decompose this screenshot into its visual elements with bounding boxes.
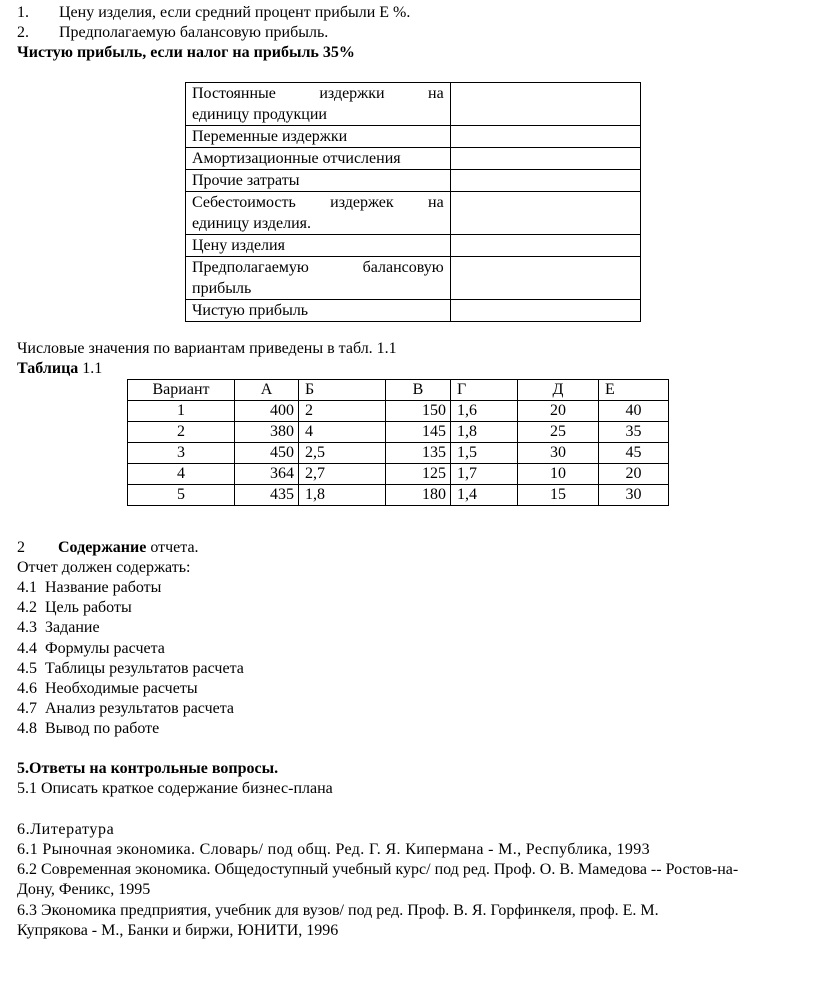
- cost-row-label-word: Предполагаемую: [192, 259, 309, 276]
- variants-cell: 20: [599, 464, 669, 485]
- report-section-rest: отчета.: [146, 539, 199, 556]
- variants-header-cell: В: [386, 380, 451, 401]
- variants-row: [128, 401, 669, 422]
- cost-row-label-word: на: [428, 85, 444, 102]
- literature-item-3-line-2: Купрякова - М., Банки и биржи, ЮНИТИ, 1996: [17, 922, 339, 939]
- cost-row-label-line-2: прибыль: [192, 280, 252, 297]
- variants-row: [128, 422, 669, 443]
- table-title: [17, 359, 102, 379]
- variants-cell: 145: [386, 422, 451, 443]
- variants-cell: 1,7: [451, 464, 518, 485]
- variants-cell: 30: [518, 443, 599, 464]
- variants-cell: 45: [599, 443, 669, 464]
- report-item: 4.4 Формулы расчета: [17, 639, 165, 657]
- variants-cell: 180: [386, 485, 451, 506]
- report-item: 4.7 Анализ результатов расчета: [17, 700, 235, 718]
- cost-table-row: [186, 300, 641, 322]
- variants-cell: 435: [235, 485, 299, 506]
- variants-cell: 4: [128, 464, 235, 485]
- report-item: 4.2 Цель работы: [17, 599, 132, 617]
- variants-header-cell: Д: [518, 380, 599, 401]
- cost-row-label-word: издержки: [319, 85, 385, 102]
- cost-row-label-line-2: единицу изделия.: [192, 215, 312, 232]
- cost-table: [185, 82, 641, 322]
- literature-item-2-line-2: Дону, Феникс, 1995: [17, 881, 151, 898]
- cost-row-label-line-2: единицу продукции: [192, 106, 327, 123]
- literature-item-2-line-1: 6.2 Современная экономика. Общедоступный учебный курс/ под ред. Проф. О. В. Мамедова -- Ростов-на-: [17, 861, 739, 878]
- intro-item-2-text: Предполагаемую балансовую прибыль.: [59, 24, 329, 41]
- variants-cell: 135: [386, 443, 451, 464]
- cost-row-value: [450, 126, 640, 148]
- variants-cell: 380: [235, 422, 299, 443]
- cost-row-label-word: балансовую: [362, 259, 444, 276]
- variants-cell: 1,4: [451, 485, 518, 506]
- variants-cell: 1,5: [451, 443, 518, 464]
- questions-item: 5.1 Описать краткое содержание бизнес-плана: [17, 780, 333, 797]
- variants-cell: 4: [299, 422, 386, 443]
- cost-row-value: [450, 170, 640, 192]
- variants-cell: 35: [599, 422, 669, 443]
- report-item: 4.3 Задание: [17, 619, 100, 637]
- variants-cell: 2,5: [299, 443, 386, 464]
- intro-item-2-number: 2.: [17, 24, 29, 41]
- variants-table: [127, 379, 669, 506]
- intro-item-1-number: 1.: [17, 4, 29, 21]
- cost-row-label: [186, 83, 451, 126]
- variants-cell: 364: [235, 464, 299, 485]
- literature-item-1: 6.1 Рыночная экономика. Словарь/ под общ. Ред. Г. Я. Кипермана - М., Республика, 1993: [17, 841, 650, 858]
- cost-row-label-word: Себестоимость: [192, 194, 296, 211]
- cost-row-label-word: Постоянные: [192, 85, 276, 102]
- variants-cell: 40: [599, 401, 669, 422]
- variants-header-cell: А: [235, 380, 299, 401]
- cost-table-row: [186, 257, 641, 300]
- cost-row-label: Чистую прибыль: [186, 300, 451, 322]
- report-section-bold: Содержание: [58, 539, 147, 556]
- intro-item-2: [17, 23, 328, 43]
- report-item: 4.6 Необходимые расчеты: [17, 680, 198, 697]
- variants-cell: 2,7: [299, 464, 386, 485]
- report-item: 4.5 Таблицы результатов расчета: [17, 659, 244, 677]
- variants-row: [128, 485, 669, 506]
- variants-header-cell: Г: [451, 380, 518, 401]
- intro-item-1: [17, 3, 410, 23]
- literature-item-3-line-1: 6.3 Экономика предприятия, учебник для вузов/ под ред. Проф. В. Я. Горфинкеля, проф. Е. М.: [17, 902, 659, 919]
- intro-item-1-text: Цену изделия, если средний процент прибыли Е %.: [59, 4, 411, 21]
- variants-header-cell: Е: [599, 380, 669, 401]
- cost-row-label: Амортизационные отчисления: [186, 148, 451, 170]
- cost-row-value: [450, 83, 640, 126]
- variants-cell: 5: [128, 485, 235, 506]
- variants-cell: 125: [386, 464, 451, 485]
- cost-row-label-line-1: [192, 257, 444, 278]
- cost-table-row: [186, 235, 641, 257]
- cost-row-label: Переменные издержки: [186, 126, 451, 148]
- variants-header-cell: Б: [299, 380, 386, 401]
- variants-cell: 10: [518, 464, 599, 485]
- variants-cell: 450: [235, 443, 299, 464]
- literature-heading: 6.Литература: [17, 821, 115, 838]
- cost-row-label-line-1: [192, 192, 444, 213]
- variants-cell: 1: [128, 401, 235, 422]
- variants-intro: Числовые значения по вариантам приведены в табл. 1.1: [17, 340, 397, 357]
- cost-table-row: [186, 83, 641, 126]
- cost-table-row: [186, 148, 641, 170]
- variants-cell: 20: [518, 401, 599, 422]
- report-must-contain: Отчет должен содержать:: [17, 559, 191, 576]
- variants-cell: 400: [235, 401, 299, 422]
- cost-row-label: Цену изделия: [186, 235, 451, 257]
- variants-cell: 2: [299, 401, 386, 422]
- variants-cell: 150: [386, 401, 451, 422]
- variants-cell: 30: [599, 485, 669, 506]
- cost-table-row: [186, 126, 641, 148]
- cost-table-row: [186, 170, 641, 192]
- variants-header-cell: Вариант: [128, 380, 235, 401]
- cost-row-value: [450, 192, 640, 235]
- variants-cell: 25: [518, 422, 599, 443]
- cost-table-row: [186, 192, 641, 235]
- table-title-label: Таблица: [17, 360, 79, 377]
- variants-cell: 15: [518, 485, 599, 506]
- cost-row-label-line-1: [192, 83, 444, 104]
- cost-table-body: [186, 83, 641, 322]
- report-section-number: 2: [17, 539, 25, 556]
- report-item: 4.1 Название работы: [17, 579, 162, 596]
- cost-row-value: [450, 235, 640, 257]
- cost-row-label: [186, 257, 451, 300]
- questions-heading: 5.Ответы на контрольные вопросы.: [17, 760, 279, 777]
- table-title-number: 1.1: [78, 360, 103, 377]
- variants-table-body: [128, 401, 669, 506]
- variants-row: [128, 464, 669, 485]
- cost-row-label-word: издержек: [330, 194, 394, 211]
- cost-row-value: [450, 257, 640, 300]
- variants-cell: 1,6: [451, 401, 518, 422]
- cost-row-value: [450, 300, 640, 322]
- report-item: 4.8 Вывод по работе: [17, 720, 160, 738]
- cost-row-label-word: на: [428, 194, 444, 211]
- variants-cell: 1,8: [451, 422, 518, 443]
- variants-cell: 3: [128, 443, 235, 464]
- variants-cell: 1,8: [299, 485, 386, 506]
- variants-table-header: [128, 380, 669, 401]
- report-section-heading: [17, 538, 199, 558]
- cost-row-value: [450, 148, 640, 170]
- variants-cell: 2: [128, 422, 235, 443]
- variants-row: [128, 443, 669, 464]
- intro-item-3: Чистую прибыль, если налог на прибыль 35%: [17, 44, 355, 61]
- cost-row-label: Прочие затраты: [186, 170, 451, 192]
- cost-row-label: [186, 192, 451, 235]
